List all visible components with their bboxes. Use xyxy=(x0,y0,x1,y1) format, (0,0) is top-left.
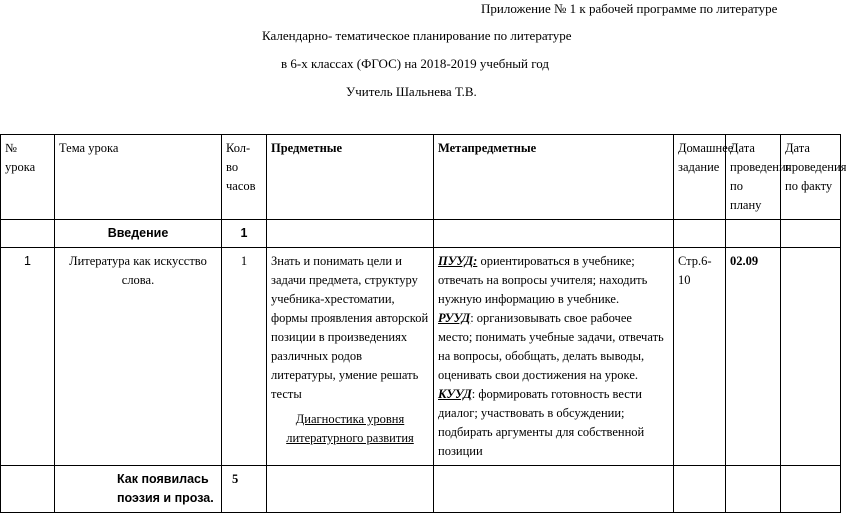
puud-text: ориентироваться в учебнике; отвечать на вопросы учителя; находить нужную информацию в учебнике. xyxy=(438,254,648,306)
section-title: Введение xyxy=(55,220,222,248)
teacher-name: Учитель Шальнева Т.В. xyxy=(346,84,477,99)
section-row xyxy=(1,220,841,248)
kuud-label: КУУД xyxy=(438,387,472,401)
lesson-date-fact xyxy=(781,248,841,466)
col-header-homework: Домашнее задание xyxy=(674,135,726,220)
ruud-label: РУУД xyxy=(438,311,471,325)
col-header-num: № урока xyxy=(1,135,55,220)
lesson-subject-results xyxy=(267,248,434,466)
table-header-row xyxy=(1,135,841,220)
section-row xyxy=(1,466,841,513)
col-header-meta: Метапредметные xyxy=(434,135,674,220)
lesson-homework: Стр.6-10 xyxy=(674,248,726,466)
diagnostic-note: Диагностика уровня литературного развития xyxy=(286,412,414,445)
col-header-hours: Кол-во часов xyxy=(222,135,267,220)
subject-results-text: Знать и понимать цели и задачи предмета, структуру учебника-хрестоматии, формы проявления авторской позиции в произведениях различных родов литературы, умение решать тесты xyxy=(271,254,429,401)
kuud-text: : формировать готовность вести диалог; участвовать в обсуждении; подбирать аргументы для собственной позиции xyxy=(438,387,645,458)
col-header-date-plan: Дата проведения по плану xyxy=(726,135,781,220)
section-hours: 5 xyxy=(222,466,267,513)
lesson-topic: Литература как искусство слова. xyxy=(55,248,222,466)
table-row xyxy=(1,248,841,466)
col-header-topic: Тема урока xyxy=(55,135,222,220)
lesson-number: 1 xyxy=(1,248,55,466)
col-header-subject: Предметные xyxy=(267,135,434,220)
lesson-plan-table xyxy=(0,134,846,513)
section-title: Как появилась поэзия и проза. xyxy=(55,466,222,513)
lesson-date-plan: 02.09 xyxy=(726,248,781,466)
col-header-date-fact: Дата проведения по факту xyxy=(781,135,841,220)
section-hours: 1 xyxy=(222,220,267,248)
lesson-meta-results xyxy=(434,248,674,466)
plan-subtitle: в 6-х классах (ФГОС) на 2018-2019 учебный год xyxy=(281,56,549,71)
plan-title: Календарно- тематическое планирование по литературе xyxy=(262,28,572,43)
lesson-hours: 1 xyxy=(222,248,267,466)
appendix-title: Приложение № 1 к рабочей программе по литературе xyxy=(481,1,778,16)
puud-label: ПУУД: xyxy=(438,254,478,268)
ruud-text: : организовывать свое рабочее место; понимать учебные задачи, отвечать на вопросы, обобщать, делать выводы, оценивать свои достижения на уроке. xyxy=(438,311,664,382)
